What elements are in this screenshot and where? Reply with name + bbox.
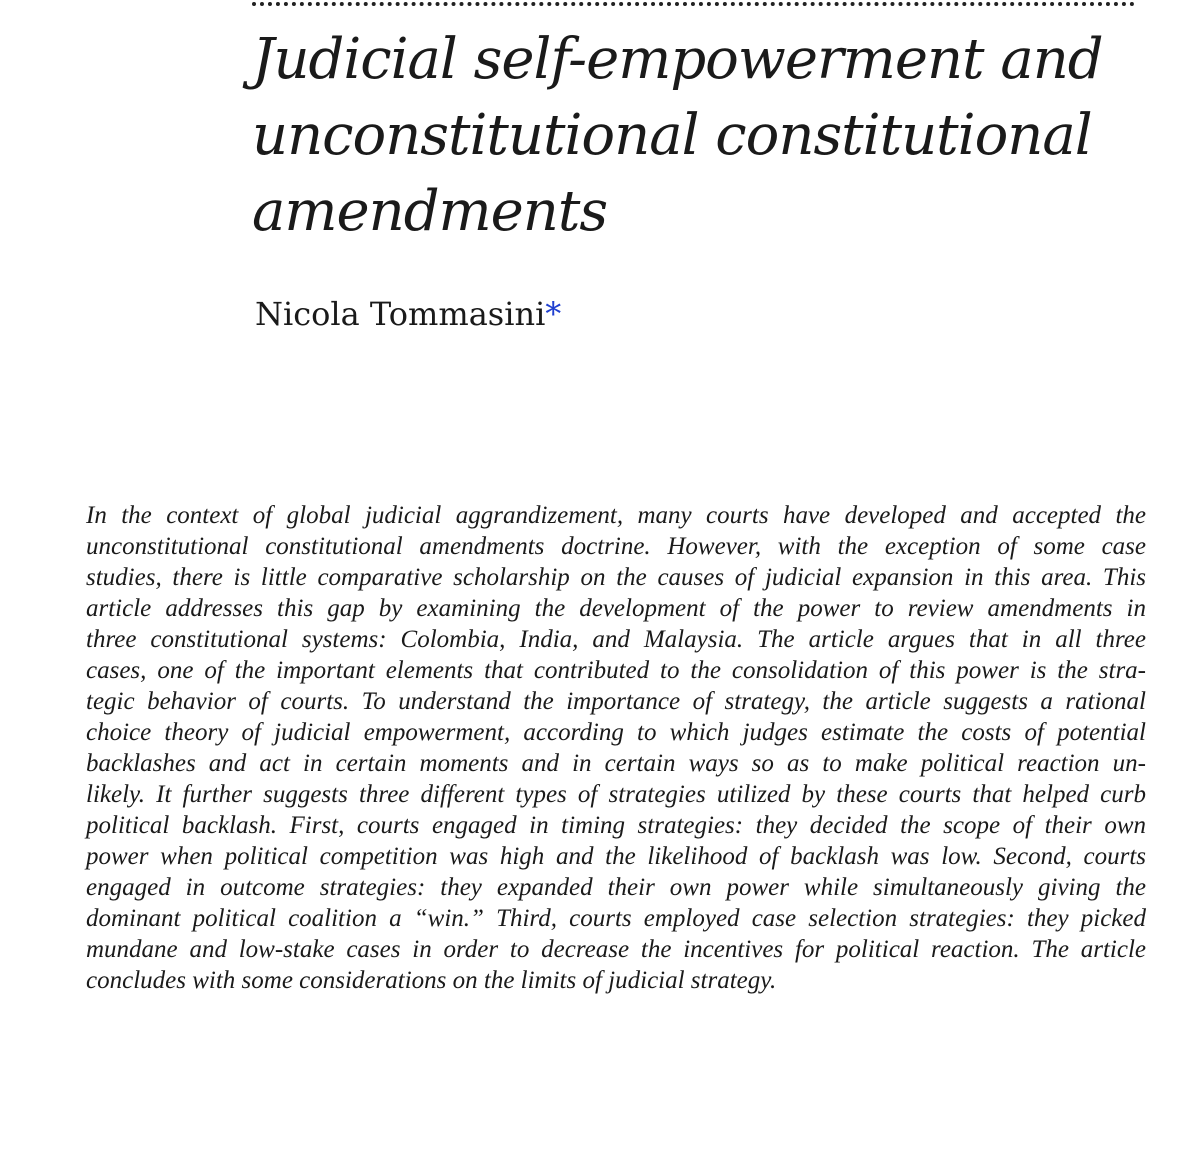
- abstract-line: engaged in outcome strategies: they expanded their own power while simultaneously giving the: [86, 874, 1146, 901]
- abstract-line: three constitutional systems: Colombia, India, and Malaysia. The article argues that in all three: [86, 626, 1146, 653]
- abstract-line: political backlash. First, courts engaged in timing strategies: they decided the scope of their own: [86, 812, 1146, 839]
- abstract: [86, 500, 1146, 996]
- abstract-line: concludes with some considerations on the limits of judicial strategy.: [86, 967, 777, 994]
- abstract-line: cases, one of the important elements that contributed to the consolidation of this power is the stra-: [86, 657, 1146, 684]
- abstract-line: likely. It further suggests three different types of strategies utilized by these courts that helped curb: [86, 781, 1146, 808]
- abstract-line: choice theory of judicial empowerment, according to which judges estimate the costs of potential: [86, 719, 1146, 746]
- abstract-line: power when political competition was high and the likelihood of backlash was low. Second, courts: [86, 843, 1146, 870]
- abstract-line: studies, there is little comparative scholarship on the causes of judicial expansion in this area. This: [86, 564, 1146, 591]
- author-name: Nicola Tommasini: [255, 295, 546, 333]
- abstract-line: In the context of global judicial aggrandizement, many courts have developed and accepted the: [86, 502, 1146, 529]
- author-footnote-link[interactable]: *: [545, 295, 562, 333]
- abstract-line: unconstitutional constitutional amendments doctrine. However, with the exception of some case: [86, 533, 1146, 560]
- title-line: unconstitutional constitutional: [252, 103, 1092, 168]
- top-dotted-rule: [252, 2, 1135, 6]
- abstract-line: tegic behavior of courts. To understand the importance of strategy, the article suggests a rational: [86, 688, 1146, 715]
- article-title: [252, 22, 1152, 250]
- title-line: Judicial self-empowerment and: [252, 27, 1103, 92]
- abstract-line: dominant political coalition a “win.” Third, courts employed case selection strategies: they picked: [86, 905, 1146, 932]
- abstract-line: article addresses this gap by examining the development of the power to review amendments in: [86, 595, 1146, 622]
- abstract-line: backlashes and act in certain moments and in certain ways so as to make political reaction un-: [86, 750, 1146, 777]
- title-line: amendments: [252, 179, 608, 244]
- abstract-line: mundane and low-stake cases in order to decrease the incentives for political reaction. The article: [86, 936, 1146, 963]
- author-line: [255, 292, 561, 336]
